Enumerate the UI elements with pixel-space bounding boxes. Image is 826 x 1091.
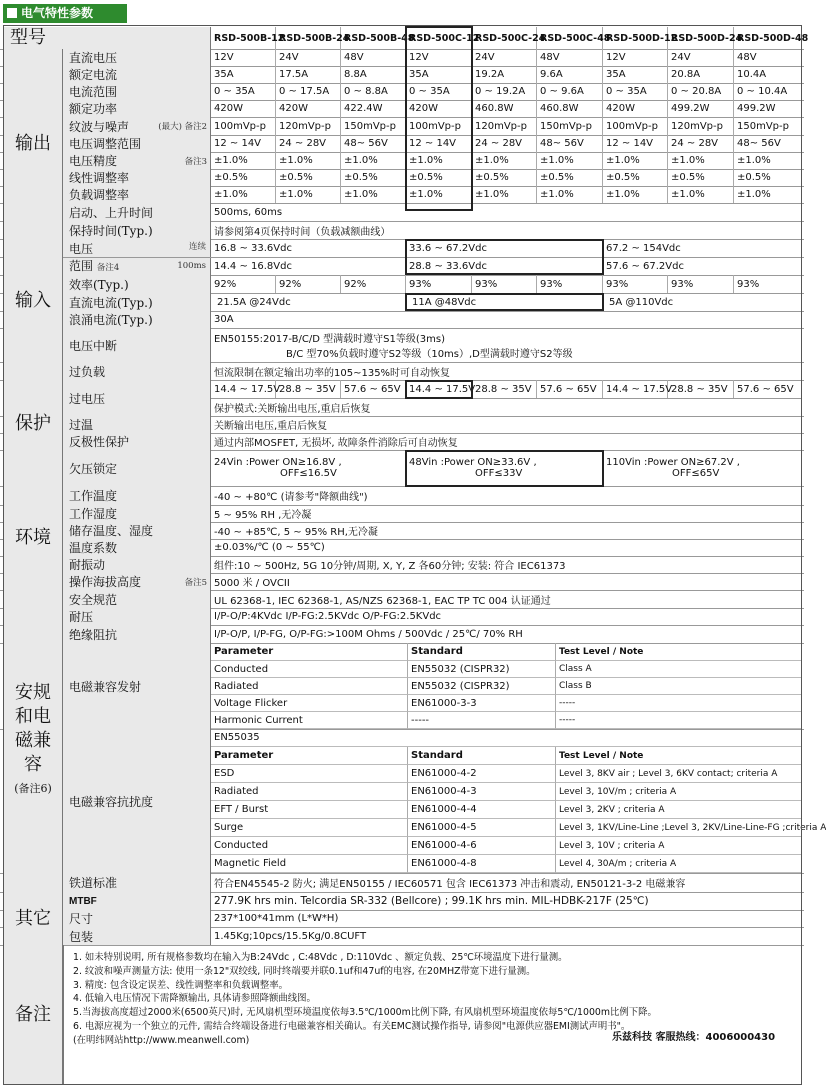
value-cell: 67.2 ~ 154Vdc — [603, 239, 802, 257]
value-cell: ±1.0% — [472, 186, 537, 203]
row-label: 过负载 — [69, 364, 106, 379]
value-cell: ±0.5% — [734, 169, 802, 186]
value-cell: 93% — [406, 275, 472, 293]
output-row-label — [63, 135, 211, 152]
output-row-label — [63, 83, 211, 100]
value-cell: 100mVp-p — [603, 117, 668, 135]
safety-section-line: 容 — [24, 754, 42, 775]
range-label: 范围 — [69, 259, 94, 273]
isolation-label — [63, 625, 211, 643]
row-label: 欠压锁定 — [69, 461, 118, 476]
value-cell: 28.8 ~ 33.6Vdc — [406, 257, 603, 275]
value-cell: 8.8A — [341, 66, 406, 83]
value-cell: 12 ~ 14V — [211, 135, 276, 152]
section-others: 其它 — [4, 892, 63, 945]
emc-cell: ----- — [556, 712, 802, 729]
emc-cell: EN61000-4-2 — [408, 765, 556, 783]
note4-label: 备注4 — [96, 263, 120, 273]
row-label: 电压精度 — [69, 154, 118, 168]
value-cell: 恒流限制在额定输出功率的105~135%时可自动恢复 — [211, 362, 802, 380]
value-cell: 14.4 ~ 17.5V — [603, 380, 668, 398]
undervoltage-label — [63, 450, 211, 486]
value-cell: RSD-500B-12 — [211, 27, 276, 49]
value-cell: I/P-O/P:4KVdc I/P-FG:2.5KVdc O/P-FG:2.5KVdc — [211, 608, 802, 625]
value-cell: 93% — [537, 275, 603, 293]
safety-std-label — [63, 590, 211, 608]
value-cell: ±1.0% — [341, 152, 406, 169]
value-cell: 0 ~ 20.8A — [668, 83, 734, 100]
value-cell: 420W — [276, 100, 341, 117]
row-note: 备注5 — [184, 577, 207, 588]
note-line: 6. 电源应视为一个独立的元件, 需结合终端设备进行电磁兼容相关确认。有关EMC测试操作指导, 请参阅"电源供应器EMI测试声明书"。 — [73, 1021, 631, 1032]
value-cell: 符合EN45545-2 防火; 满足EN50155 / IEC60571 包含 IEC61373 冲击和震动, EN50121-3-2 电磁兼容 — [211, 873, 802, 892]
row-label: 直流电流(Typ.) — [69, 295, 153, 310]
value-cell: 120mVp-p — [668, 117, 734, 135]
value-cell: ±0.5% — [211, 169, 276, 186]
value-cell: 24 ~ 28V — [668, 135, 734, 152]
emc-cell: Radiated — [211, 678, 408, 695]
value-cell: 16.8 ~ 33.6Vdc — [211, 239, 406, 257]
uvlo-line1: 110Vin :Power ON≥67.2V , — [606, 457, 740, 468]
row-label: 工作温度 — [69, 489, 118, 503]
emc-cell: Harmonic Current — [211, 712, 408, 729]
emc-cell: Level 3, 10V/m ; criteria A — [556, 783, 802, 801]
value-cell: RSD-500D-24 — [668, 27, 734, 49]
value-cell: 12V — [211, 49, 276, 66]
safety-section-note: (备注6) — [14, 782, 52, 795]
row-label: 线性调整率 — [69, 171, 130, 185]
value-cell: 24V — [276, 49, 341, 66]
note-line: (在明纬网站http://www.meanwell.com) — [73, 1034, 250, 1046]
emi-label — [63, 643, 211, 729]
section-notes: 备注 — [4, 945, 63, 1085]
value-cell: ±1.0% — [406, 152, 472, 169]
overtemp-label — [63, 416, 211, 433]
row-divider — [0, 945, 804, 946]
value-cell: 5A @110Vdc — [603, 293, 802, 311]
note-line: 3. 精度: 包含设定误差、线性调整率和负载调整率。 — [73, 979, 288, 991]
value-cell: ±0.5% — [341, 169, 406, 186]
value-cell: 5 ~ 95% RH ,无冷凝 — [211, 505, 802, 522]
row-label: 额定电流 — [69, 68, 118, 82]
value-cell: 14.4 ~ 16.8Vdc — [211, 257, 406, 275]
value-cell: 93% — [668, 275, 734, 293]
uvlo-line2: OFF≤33V — [475, 468, 523, 479]
withstand-label — [63, 608, 211, 625]
value-cell: 17.5A — [276, 66, 341, 83]
emc-cell: EN61000-4-5 — [408, 819, 556, 837]
value-cell: 57.6 ~ 65V — [341, 380, 406, 398]
value-cell: 10.4A — [734, 66, 802, 83]
row-label: 耐振动 — [69, 558, 106, 572]
value-cell: 499.2W — [734, 100, 802, 117]
note-line: 5.当海拔高度超过2000米(6500英尺)时, 无风扇机型环境温度依每3.5℃/1000m比例下降, 有风扇机型环境温度依每5℃/1000m比例下降。 — [73, 1007, 657, 1019]
uvlo-cell — [211, 450, 406, 486]
dimension-label — [63, 910, 211, 927]
value-cell: ±1.0% — [537, 152, 603, 169]
value-cell: 277.9K hrs min. Telcordia SR-332 (Bellcore) ; 99.1K hrs min. MIL-HDBK-217F (25℃) — [211, 892, 802, 910]
value-cell: 420W — [406, 100, 472, 117]
value-cell: 420W — [211, 100, 276, 117]
value-cell: ±1.0% — [341, 186, 406, 203]
emc-cell: Level 3, 10V ; criteria A — [556, 837, 802, 855]
emc-cell: ----- — [556, 695, 802, 712]
value-cell: RSD-500B-48 — [341, 27, 406, 49]
value-cell: 12 ~ 14V — [406, 135, 472, 152]
env-row-label — [63, 522, 211, 539]
section-input: 输入 — [4, 239, 63, 362]
value-cell: ±1.0% — [537, 186, 603, 203]
uvlo-cell — [603, 450, 802, 486]
value-cell: 请参阅第4页保持时间（负载减额曲线） — [211, 221, 802, 239]
output-row-label — [63, 186, 211, 203]
value-cell: RSD-500B-24 — [276, 27, 341, 49]
emc-header-cell: Standard — [408, 747, 556, 765]
emc-cell: Voltage Flicker — [211, 695, 408, 712]
voltage-label: 电压 — [69, 242, 94, 256]
row-label: 过电压 — [69, 391, 106, 406]
emc-cell: Conducted — [211, 837, 408, 855]
value-cell: 24 ~ 28V — [472, 135, 537, 152]
output-row-label — [63, 49, 211, 66]
emc-cell: Level 3, 8KV air ; Level 3, 6KV contact; criteria A — [556, 765, 802, 783]
value-cell: 100mVp-p — [211, 117, 276, 135]
mtbf-label — [63, 892, 211, 910]
value-cell: ±1.0% — [472, 152, 537, 169]
value-cell: 33.6 ~ 67.2Vdc — [406, 239, 603, 257]
value-cell: 92% — [341, 275, 406, 293]
emc-cell: Conducted — [211, 661, 408, 678]
value-cell: 0 ~ 35A — [211, 83, 276, 100]
square-icon — [7, 8, 17, 18]
row-label: 电压中断 — [69, 338, 118, 353]
emc-cell: Level 3, 1KV/Line-Line ;Level 3, 2KV/Line-Line-FG ;criteria A — [556, 819, 802, 837]
note-line: 1. 如未特别说明, 所有规格参数均在输入为B:24Vdc , C:48Vdc , D:110Vdc 、额定负载、25℃环境温度下进行量测。 — [73, 952, 568, 963]
value-cell: RSD-500C-48 — [537, 27, 603, 49]
emc-cell: EN61000-4-3 — [408, 783, 556, 801]
value-cell: ±1.0% — [211, 186, 276, 203]
value-cell: 150mVp-p — [734, 117, 802, 135]
row-label: 浪涌电流(Typ.) — [69, 313, 153, 327]
value-cell: ±0.5% — [537, 169, 603, 186]
value-cell: ±0.5% — [603, 169, 668, 186]
value-cell: 11A @48Vdc — [406, 293, 603, 311]
emc-cell: Magnetic Field — [211, 855, 408, 873]
value-cell: 48~ 56V — [341, 135, 406, 152]
value-cell: ±0.5% — [276, 169, 341, 186]
output-row-label — [63, 152, 211, 169]
value-cell: 12 ~ 14V — [603, 135, 668, 152]
ms-label: 100ms — [177, 260, 206, 271]
emc-cell: ESD — [211, 765, 408, 783]
output-row-label — [63, 66, 211, 83]
note-line: 4. 低输入电压情况下需降额输出, 具体请参照降额曲线图。 — [73, 993, 316, 1005]
value-cell: 28.8 ~ 35V — [668, 380, 734, 398]
row-label: 工作湿度 — [69, 507, 118, 521]
section-safety — [4, 590, 63, 892]
row-label: 耐压 — [69, 610, 94, 624]
row-label: 反极性保护 — [69, 435, 130, 449]
row-label: 包装 — [69, 929, 94, 944]
section-protection: 保护 — [4, 362, 63, 486]
value-cell: RSD-500C-12 — [406, 27, 472, 49]
dc-current-label — [63, 293, 211, 311]
uvlo-line1: 48Vin :Power ON≥33.6V , — [409, 457, 537, 468]
value-cell: 保护模式:关断输出电压,重启后恢复 — [211, 398, 802, 416]
emc-cell: EN55032 (CISPR32) — [408, 661, 556, 678]
note-line: 2. 纹波和噪声测量方法: 使用一条12"双绞线, 同时终端要并联0.1uf和47uf的电容, 在20MHZ带宽下进行量测。 — [73, 965, 536, 977]
value-cell: 5000 米 / OVCII — [211, 573, 802, 590]
safety-section-line: 安规 — [15, 682, 51, 703]
value-cell: ±0.03%/℃ (0 ~ 55℃) — [211, 539, 802, 556]
value-cell: 14.4 ~ 17.5V — [406, 380, 472, 398]
row-label: 储存温度、湿度 — [69, 524, 154, 538]
emc-cell: Level 4, 30A/m ; criteria A — [556, 855, 802, 873]
output-row-label — [63, 100, 211, 117]
row-label: 电磁兼容抗扰度 — [69, 794, 154, 809]
value-cell: 24V — [668, 49, 734, 66]
rail-label — [63, 873, 211, 892]
value-cell: ±1.0% — [276, 186, 341, 203]
value-cell: 0 ~ 35A — [603, 83, 668, 100]
value-cell: 9.6A — [537, 66, 603, 83]
emc-cell: EN61000-3-3 — [408, 695, 556, 712]
value-cell: 48V — [537, 49, 603, 66]
value-cell: 0 ~ 10.4A — [734, 83, 802, 100]
env-row-label — [63, 539, 211, 556]
emc-header-cell: Standard — [408, 643, 556, 661]
uvlo-line2: OFF≤16.5V — [280, 468, 337, 479]
row-label: 电压调整范围 — [69, 137, 142, 151]
value-cell: 21.5A @24Vdc — [211, 293, 406, 311]
notes-divider — [63, 945, 64, 1085]
page-title-bar — [3, 4, 127, 23]
safety-section-line: 磁兼 — [15, 730, 51, 751]
interrupt-label — [63, 328, 211, 362]
value-cell: -40 ~ +85℃, 5 ~ 95% RH,无冷凝 — [211, 522, 802, 539]
inrush-label — [63, 311, 211, 328]
footer-hotline: 乐兹科技 客服热线：4006000430 — [612, 1032, 776, 1043]
reverse-polarity-label — [63, 433, 211, 450]
value-cell: 1.45Kg;10pcs/15.5Kg/0.8CUFT — [211, 927, 802, 945]
uvlo-line1: 24Vin :Power ON≥16.8V , — [214, 457, 342, 468]
value-cell: 460.8W — [537, 100, 603, 117]
row-label: MTBF — [69, 895, 97, 907]
overload-label — [63, 362, 211, 380]
continuous-label: 连续 — [188, 242, 206, 252]
value-cell: 460.8W — [472, 100, 537, 117]
row-label: 电磁兼容发射 — [69, 679, 142, 694]
interrupt-value — [211, 328, 802, 362]
value-cell: ±1.0% — [603, 152, 668, 169]
startup-label — [63, 203, 211, 221]
value-cell: 19.2A — [472, 66, 537, 83]
row-label: 直流电压 — [69, 51, 118, 65]
hold-label — [63, 221, 211, 239]
value-cell: 420W — [603, 100, 668, 117]
ems-label — [63, 729, 211, 873]
row-note: (最大) 备注2 — [158, 122, 207, 132]
uvlo-cell — [406, 450, 603, 486]
value-cell: 93% — [734, 275, 802, 293]
value-cell: 120mVp-p — [276, 117, 341, 135]
value-cell: ±1.0% — [734, 186, 802, 203]
row-label: 额定功率 — [69, 102, 118, 116]
value-cell: 12V — [603, 49, 668, 66]
value-cell: ±1.0% — [211, 152, 276, 169]
value-cell: 57.6 ~ 67.2Vdc — [603, 257, 802, 275]
value-cell: ±1.0% — [603, 186, 668, 203]
value-cell: ±0.5% — [406, 169, 472, 186]
row-label: 效率(Typ.) — [69, 277, 129, 292]
page-title: 电气特性参数 — [21, 6, 94, 20]
value-cell: 500ms, 60ms — [211, 203, 802, 221]
value-cell: 92% — [211, 275, 276, 293]
output-row-label — [63, 169, 211, 186]
row-label: 安全规范 — [69, 592, 118, 607]
emc-header-cell: Test Level / Note — [556, 643, 802, 661]
value-cell: ±1.0% — [406, 186, 472, 203]
safety-section-line: 和电 — [15, 706, 51, 727]
emc-header-cell: Test Level / Note — [556, 747, 802, 765]
row-label: 过温 — [69, 418, 94, 432]
emc-cell: EN61000-4-4 — [408, 801, 556, 819]
value-cell: 28.8 ~ 35V — [472, 380, 537, 398]
value-cell: 100mVp-p — [406, 117, 472, 135]
value-cell: ±1.0% — [276, 152, 341, 169]
value-cell: 通过内部MOSFET, 无损坏, 故障条件消除后可自动恢复 — [211, 433, 802, 450]
value-cell: 422.4W — [341, 100, 406, 117]
value-cell: 0 ~ 35A — [406, 83, 472, 100]
value-cell: 48V — [341, 49, 406, 66]
emc-cell: EN61000-4-8 — [408, 855, 556, 873]
value-cell: 24V — [472, 49, 537, 66]
value-cell: 0 ~ 9.6A — [537, 83, 603, 100]
section-output: 输出 — [4, 49, 63, 239]
emc-cell: Class B — [556, 678, 802, 695]
value-cell: 93% — [472, 275, 537, 293]
value-cell: 35A — [406, 66, 472, 83]
emc-cell: Level 3, 2KV ; criteria A — [556, 801, 802, 819]
emc-cell: Radiated — [211, 783, 408, 801]
interrupt-line1: EN50155:2017-B/C/D 型满载时遵守S1等级(3ms) — [214, 334, 445, 345]
row-label: 尺寸 — [69, 912, 94, 926]
value-cell: ±0.5% — [472, 169, 537, 186]
value-cell: ±1.0% — [734, 152, 802, 169]
value-cell: 30A — [211, 311, 802, 328]
value-cell: 20.8A — [668, 66, 734, 83]
value-cell: 组件:10 ~ 500Hz, 5G 10分钟/周期, X, Y, Z 各60分钟; 安装: 符合 IEC61373 — [211, 556, 802, 573]
overvoltage-label — [63, 380, 211, 416]
value-cell: 499.2W — [668, 100, 734, 117]
env-row-label — [63, 556, 211, 573]
value-cell: 35A — [603, 66, 668, 83]
value-cell: RSD-500D-48 — [734, 27, 802, 49]
value-cell: 48~ 56V — [734, 135, 802, 152]
emc-cell: Class A — [556, 661, 802, 678]
value-cell: 12V — [406, 49, 472, 66]
env-row-label — [63, 505, 211, 522]
row-label: 绝缘阻抗 — [69, 627, 118, 642]
value-cell: 93% — [603, 275, 668, 293]
emc-cell: EN55032 (CISPR32) — [408, 678, 556, 695]
value-cell: ±1.0% — [668, 152, 734, 169]
packing-label — [63, 927, 211, 945]
value-cell: 关断输出电压,重启后恢复 — [211, 416, 802, 433]
value-cell: EN55035 — [211, 729, 802, 747]
value-cell: 57.6 ~ 65V — [734, 380, 802, 398]
value-cell: ±0.5% — [668, 169, 734, 186]
emc-header-cell: Parameter — [211, 747, 408, 765]
value-cell: 0 ~ 19.2A — [472, 83, 537, 100]
value-cell: 237*100*41mm (L*W*H) — [211, 910, 802, 927]
row-label: 操作海拔高度 — [69, 575, 142, 589]
value-cell: 0 ~ 8.8A — [341, 83, 406, 100]
value-cell: 14.4 ~ 17.5V — [211, 380, 276, 398]
row-label: 启动、上升时间 — [69, 205, 154, 220]
row-note: 备注3 — [184, 156, 207, 167]
row-label: 铁道标准 — [69, 876, 118, 890]
value-cell: 24 ~ 28V — [276, 135, 341, 152]
section-environment: 环境 — [4, 486, 63, 590]
value-cell: RSD-500C-24 — [472, 27, 537, 49]
value-cell: UL 62368-1, IEC 62368-1, AS/NZS 62368-1, EAC TP TC 004 认证通过 — [211, 590, 802, 608]
row-label: 电流范围 — [69, 85, 118, 99]
efficiency-label — [63, 275, 211, 293]
emc-cell: EN61000-4-6 — [408, 837, 556, 855]
emc-cell: ----- — [408, 712, 556, 729]
row-label: 保持时间(Typ.) — [69, 223, 153, 238]
value-cell: 28.8 ~ 35V — [276, 380, 341, 398]
value-cell: ±1.0% — [668, 186, 734, 203]
value-cell: 92% — [276, 275, 341, 293]
env-row-label — [63, 573, 211, 590]
emc-cell: Surge — [211, 819, 408, 837]
interrupt-line2: B/C 型70%负载时遵守S2等级（10ms）,D型满载时遵守S2等级 — [286, 349, 573, 360]
value-cell: I/P-O/P, I/P-FG, O/P-FG:>100M Ohms / 500Vdc / 25℃/ 70% RH — [211, 625, 802, 643]
value-cell: RSD-500D-12 — [603, 27, 668, 49]
value-cell: 150mVp-p — [537, 117, 603, 135]
value-cell: 48V — [734, 49, 802, 66]
emc-header-cell: Parameter — [211, 643, 408, 661]
uvlo-line2: OFF≤65V — [672, 468, 720, 479]
row-label: 温度系数 — [69, 541, 118, 555]
value-cell: 57.6 ~ 65V — [537, 380, 603, 398]
row-label: 负载调整率 — [69, 188, 130, 202]
output-row-label — [63, 117, 211, 135]
value-cell: 120mVp-p — [472, 117, 537, 135]
row-label: 纹波与噪声 — [69, 119, 130, 134]
model-label: 型号 — [4, 27, 211, 49]
value-cell: 35A — [211, 66, 276, 83]
value-cell: 0 ~ 17.5A — [276, 83, 341, 100]
env-row-label — [63, 486, 211, 505]
emc-cell: EFT / Burst — [211, 801, 408, 819]
value-cell: 150mVp-p — [341, 117, 406, 135]
value-cell: -40 ~ +80℃ (请参考"降额曲线") — [211, 486, 802, 505]
value-cell: 48~ 56V — [537, 135, 603, 152]
